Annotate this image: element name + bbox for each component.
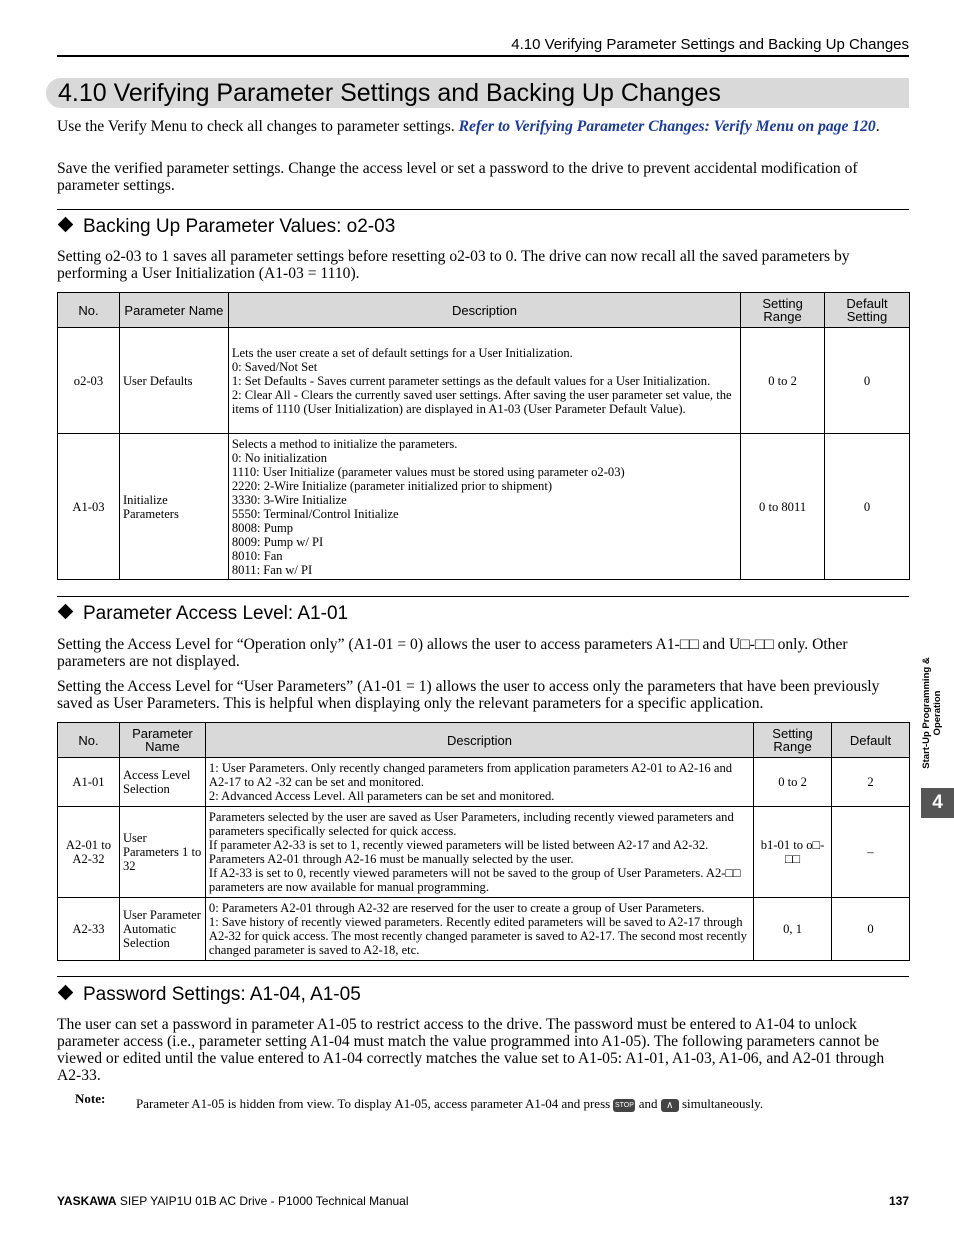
table-row xyxy=(58,758,910,807)
col-header: Setting Range xyxy=(741,293,825,328)
header-rule xyxy=(57,55,909,57)
section-rule xyxy=(57,596,909,597)
param-default: 0 xyxy=(825,328,910,434)
access-level-paragraph-1: Setting the Access Level for “Operation only” (A1-01 = 0) allows the user to access parameters A1-□□ and U□-□□ only. Other parameters are not displayed. xyxy=(57,636,848,670)
param-default: – xyxy=(832,807,910,898)
table-row xyxy=(58,807,910,898)
param-range: 0 to 2 xyxy=(741,328,825,434)
verify-menu-link[interactable]: Refer to Verifying Parameter Changes: Verify Menu on page 120 xyxy=(458,118,876,135)
chapter-heading: 4.10 Verifying Parameter Settings and Backing Up Changes xyxy=(58,79,721,107)
param-no: A1-03 xyxy=(58,434,120,580)
param-default: 0 xyxy=(825,434,910,580)
section-rule xyxy=(57,976,909,977)
stop-key-icon: STOP xyxy=(613,1099,635,1112)
access-level-table xyxy=(57,722,910,961)
param-no: A2-01 to A2-32 xyxy=(58,807,120,898)
side-tab-label: Start-Up Programming & Operation xyxy=(921,656,943,769)
param-no: A2-33 xyxy=(58,898,120,961)
footer-doc-title: SIEP YAIP1U 01B AC Drive - P1000 Technical Manual xyxy=(116,1194,409,1208)
param-name: User Defaults xyxy=(119,328,228,434)
backup-paragraph: Setting o2-03 to 1 saves all parameter settings before resetting o2-03 to 0. The drive can now recall all the saved parameters by performing a User Initialization (A1-03 = 1110). xyxy=(57,248,850,282)
footer xyxy=(57,1194,409,1208)
param-description: 1: User Parameters. Only recently changed parameters from application parameters A2-01 to A2-16 and A2-17 to A2 -32 can be set and monitored. 2: Advanced Access Level. All parameters can be set and monitored. xyxy=(205,758,753,807)
param-name: User Parameter Automatic Selection xyxy=(119,898,205,961)
param-default: 2 xyxy=(832,758,910,807)
param-description: 0: Parameters A2-01 through A2-32 are reserved for the user to create a group of User Parameters. 1: Save history of recently viewed parameters. Recently edited parameters will be saved to A2-17 through A2-32 for quick access. The most recently changed parameter is saved to A2-17. The second most recently changed parameter is saved to A2-18, etc. xyxy=(205,898,753,961)
diamond-bullet-icon xyxy=(58,985,74,1001)
table-row xyxy=(58,328,910,434)
section-heading-password: Password Settings: A1-04, A1-05 xyxy=(57,984,361,1006)
param-description: Parameters selected by the user are saved as User Parameters, including recently viewed parameters and parameters specifically selected for quick access. If parameter A2-33 is set to 1, recently viewed parameters will be listed between A2-17 and A2-32. Parameters A2-01 through A2-16 must be manually selected by the user. If A2-33 is set to 0, recently viewed parameters will not be saved to the group of User Parameters. A2-□□ parameters are now available for manual programming. xyxy=(205,807,753,898)
footer-brand: YASKAWA xyxy=(57,1194,117,1208)
param-no: o2-03 xyxy=(58,328,120,434)
running-header: 4.10 Verifying Parameter Settings and Backing Up Changes xyxy=(511,36,909,53)
param-name: Access Level Selection xyxy=(119,758,205,807)
param-range: b1-01 to o□-□□ xyxy=(754,807,832,898)
chapter-tab[interactable]: 4 xyxy=(921,788,954,818)
col-header: No. xyxy=(58,293,120,328)
col-header: Description xyxy=(205,723,753,758)
page-number: 137 xyxy=(888,1194,909,1208)
table-row xyxy=(58,898,910,961)
diamond-bullet-icon xyxy=(58,217,74,233)
col-header: Parameter Name xyxy=(119,293,228,328)
intro-paragraph-1: Use the Verify Menu to check all changes to parameter settings. Refer to Verifying Parameter Changes: Verify Menu on page 120. xyxy=(57,118,880,135)
param-description: Selects a method to initialize the parameters. 0: No initialization 1110: User Initialize (parameter values must be stored using parameter o2-03) 2220: 2-Wire Initialize (parameter initialized prior to shipment) 3330: 3-Wire Initialize 5550: Terminal/Control Initialize 8008: Pump 8009: Pump w/ PI 8010: Fan 8011: Fan w/ PI xyxy=(228,434,740,580)
access-level-paragraph-2: Setting the Access Level for “User Parameters” (A1-01 = 1) allows the user to access only the parameters that have been previously saved as User Parameters. This is helpful when displaying only the relevant parameters for a specific application. xyxy=(57,678,880,712)
col-header: Parameter Name xyxy=(119,723,205,758)
table-row xyxy=(58,434,910,580)
param-name: User Parameters 1 to 32 xyxy=(119,807,205,898)
param-default: 0 xyxy=(832,898,910,961)
param-range: 0 to 8011 xyxy=(741,434,825,580)
section-heading-backup: Backing Up Parameter Values: o2-03 xyxy=(57,216,395,238)
param-description: Lets the user create a set of default settings for a User Initialization. 0: Saved/Not Set 1: Set Defaults - Saves current parameter settings as the default values for a User Initialization. 2: Clear All - Clears the currently saved user settings. After saving the user parameter set value, the items of 1110 (User Initialization) are displayed in A1-03 (User Parameter Default Value). xyxy=(228,328,740,434)
col-header: Description xyxy=(228,293,740,328)
password-paragraph: The user can set a password in parameter A1-05 to restrict access to the drive. The password must be entered to A1-04 to unlock parameter access (i.e., parameter setting A1-04 must match the value programmed into A1-05). The following parameters cannot be viewed or edited until the value entered to A1-04 correctly matches the value set to A1-05: A1-01, A1-03, A1-06, and A2-01 through A2-33. xyxy=(57,1016,885,1084)
intro-paragraph-2: Save the verified parameter settings. Change the access level or set a password to the drive to prevent accidental modification of parameter settings. xyxy=(57,160,858,194)
col-header: Default xyxy=(832,723,910,758)
section-heading-access-level: Parameter Access Level: A1-01 xyxy=(57,603,348,625)
param-no: A1-01 xyxy=(58,758,120,807)
col-header: Setting Range xyxy=(754,723,832,758)
param-name: Initialize Parameters xyxy=(119,434,228,580)
col-header: Default Setting xyxy=(825,293,910,328)
up-arrow-key-icon: ∧ xyxy=(661,1099,679,1112)
diamond-bullet-icon xyxy=(58,604,74,620)
param-range: 0, 1 xyxy=(754,898,832,961)
note-text: Parameter A1-05 is hidden from view. To display A1-05, access parameter A1-04 and press STOP and ∧ simultaneously. xyxy=(136,1096,764,1111)
param-range: 0 to 2 xyxy=(754,758,832,807)
chapter-heading-bar xyxy=(46,78,909,108)
backup-parameter-table xyxy=(57,292,910,580)
section-rule xyxy=(57,209,909,210)
col-header: No. xyxy=(58,723,120,758)
note-label: Note: xyxy=(75,1091,106,1106)
